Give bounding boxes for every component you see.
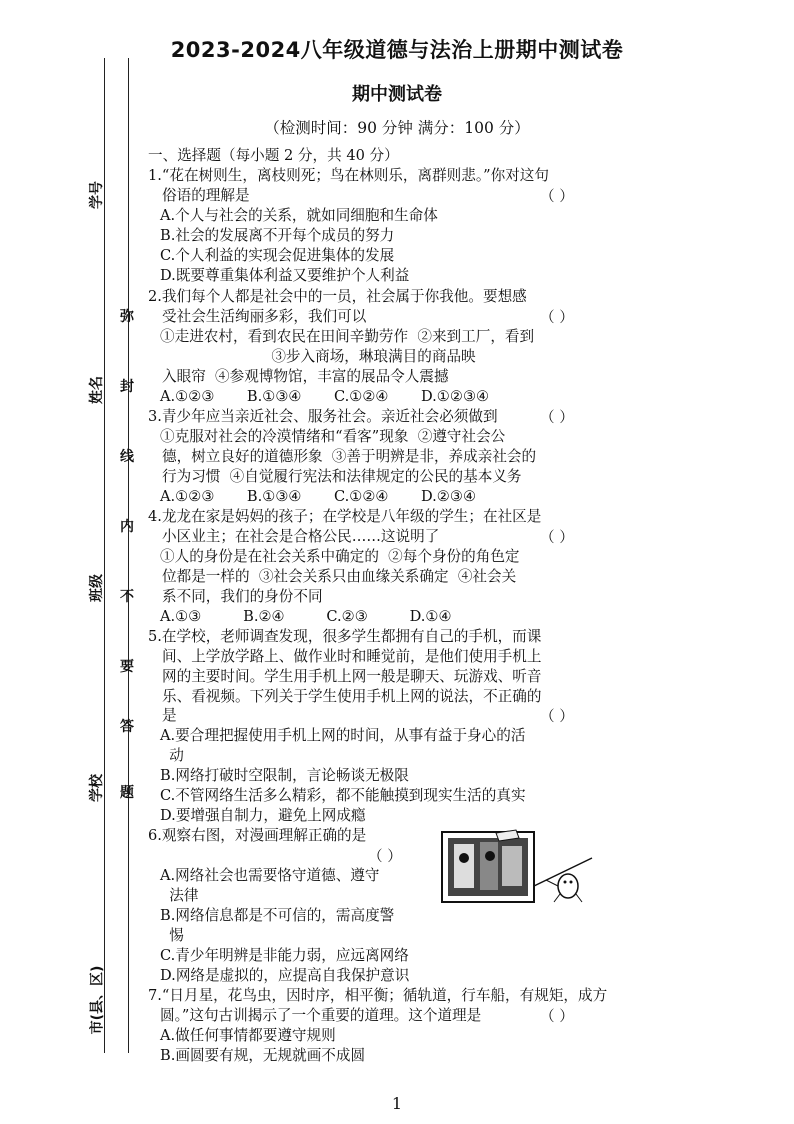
question-line: 7.“日月星，花鸟虫，因时序，相平衡；循轨道，行车船，有规矩，成方 (148, 987, 608, 1004)
exam-info: （检测时间：90 分钟 满分：100 分） (264, 119, 530, 137)
answer-paren: （ ） (540, 309, 574, 326)
option-line: C.青少年明辨是非能力弱，应远离网络 (160, 947, 409, 964)
exam-title: 2023-2024八年级道德与法治上册期中测试卷 (170, 38, 624, 62)
option-line: B.社会的发展离不开每个成员的努力 (160, 227, 395, 244)
page-number: 1 (391, 1094, 403, 1113)
question-line: 1.“花在树则生，离枝则死；鸟在林则乐，离群则悲。”你对这句 (148, 167, 549, 184)
option-line: A.做任何事情都要遵守规则 (160, 1027, 336, 1044)
answer-paren: （ ） (540, 529, 574, 546)
cartoon-illustration (436, 828, 596, 908)
question-line: 小区业主；在社会是合格公民……这说明了 (162, 528, 440, 545)
label-school: 学校 (89, 774, 105, 802)
label-class: 班级 (89, 574, 105, 602)
option-line: C.个人利益的实现会促进集体的发展 (160, 247, 395, 264)
option-line: B.网络打破时空限制，言论畅谈无极限 (160, 767, 409, 784)
option-line: 法律 (160, 887, 199, 904)
answer-paren: （ ） (540, 1008, 574, 1025)
question-line: ①克服对社会的冷漠情绪和“看客”现象 ②遵守社会公 (160, 428, 506, 445)
question-line: 受社会生活绚丽多彩，我们可以 (162, 308, 367, 325)
option-line: 惕 (160, 927, 184, 944)
option-line: B.网络信息都是不可信的，需高度警 (160, 907, 395, 924)
question-line: 4.龙龙在家是妈妈的孩子；在学校是八年级的学生；在社区是 (148, 508, 542, 525)
option-line: D.要增强自制力，避免上网成瘾 (160, 807, 366, 824)
option-line: A.①②③ B.①③④ C.①②④ D.②③④ (160, 488, 477, 505)
option-line: A.要合理把握使用手机上网的时间，从事有益于身心的活 (160, 727, 526, 744)
answer-paren: （ ） (540, 708, 574, 725)
seal-char: 线 (120, 449, 134, 465)
question-line: 5.在学校，老师调查发现，很多学生都拥有自己的手机，而课 (148, 628, 542, 645)
question-line: 圆。”这句古训揭示了一个重要的道理。这个道理是 (160, 1007, 482, 1024)
question-line: 6.观察右图，对漫画理解正确的是 (148, 827, 367, 844)
question-line: 俗语的理解是 (162, 187, 250, 204)
answer-paren: （ ） (540, 188, 574, 205)
seal-char: 题 (120, 785, 134, 801)
label-student-id: 学号 (89, 181, 105, 209)
question-line: 德，树立良好的道德形象 ③善于明辨是非，养成亲社会的 (162, 448, 537, 465)
option-line: D.既要尊重集体利益又要维护个人利益 (160, 267, 410, 284)
option-line: 动 (160, 747, 184, 764)
question-line: 网的主要时间。学生用手机上网一般是聊天、玩游戏、听音 (162, 668, 542, 685)
seal-char: 要 (120, 659, 134, 675)
question-line: 2.我们每个人都是社会中的一员，社会属于你我他。要想感 (148, 288, 527, 305)
question-line: ①走进农村，看到农民在田间辛勤劳作 ②来到工厂，看到 (160, 328, 535, 345)
option-line: A.网络社会也需要恪守道德、遵守 (160, 867, 380, 884)
question-line: 位都是一样的 ③社会关系只由血缘关系确定 ④社会关 (162, 568, 517, 585)
question-line: 行为习惯 ④自觉履行宪法和法律规定的公民的基本义务 (162, 468, 522, 485)
option-line: A.①③ B.②④ C.②③ D.①④ (160, 608, 452, 625)
option-line: C.不管网络生活多么精彩，都不能触摸到现实生活的真实 (160, 787, 526, 804)
seal-char: 弥 (120, 309, 134, 325)
question-line: 入眼帘 ④参观博物馆，丰富的展品令人震撼 (162, 368, 449, 385)
question-line: ③步入商场，琳琅满目的商品映 (160, 348, 476, 365)
question-line: 系不同，我们的身份不同 (162, 588, 323, 605)
seal-char: 不 (120, 589, 134, 605)
binding-line-inner (128, 58, 129, 1053)
answer-paren: （ ） (368, 848, 402, 865)
option-line: A.①②③ B.①③④ C.①②④ D.①②③④ (160, 388, 490, 405)
question-line: 是 (162, 707, 177, 724)
section-heading: 一、选择题（每小题 2 分，共 40 分） (148, 147, 399, 164)
question-line: 3.青少年应当亲近社会、服务社会。亲近社会必须做到 (148, 408, 498, 425)
option-line: B.画圆要有规，无规就画不成圆 (160, 1047, 366, 1064)
option-line: A.个人与社会的关系，就如同细胞和生命体 (160, 207, 438, 224)
seal-char: 内 (120, 519, 134, 535)
seal-char: 封 (120, 379, 134, 395)
question-line: ①人的身份是在社会关系中确定的 ②每个身份的角色定 (160, 548, 520, 565)
question-line: 间、上学放学路上、做作业时和睡觉前，是他们使用手机上 (162, 648, 542, 665)
option-line: D.网络是虚拟的，应提高自我保护意识 (160, 967, 410, 984)
answer-paren: （ ） (540, 409, 574, 426)
seal-char: 答 (120, 719, 134, 735)
question-line: 乐、看视频。下列关于学生使用手机上网的说法，不正确的 (162, 688, 542, 705)
exam-subtitle: 期中测试卷 (352, 84, 442, 105)
label-name: 姓名 (89, 376, 105, 404)
label-city-county: 市(县、区) (89, 965, 106, 1035)
